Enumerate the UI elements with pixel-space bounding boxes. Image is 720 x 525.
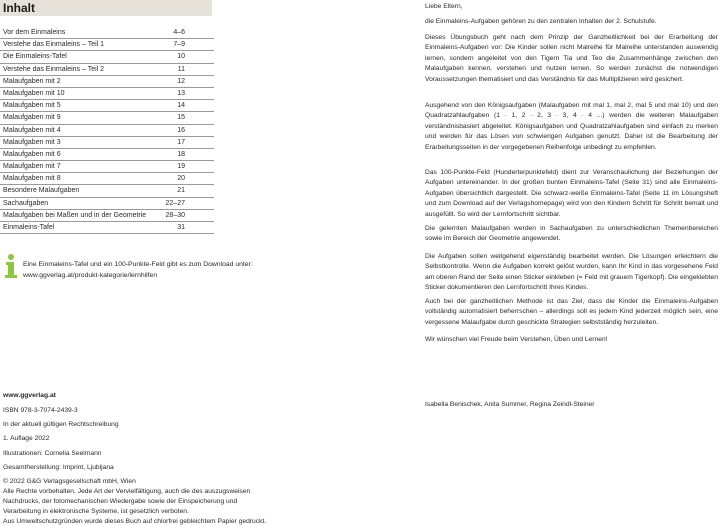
illustrations-credit: Illustrationen: Cornelia Seelmann [3,450,102,457]
letter-paragraph: Das 100-Punkte-Feld (Hunderterpunktefeld) dient zur Veranschaulichung der Beziehungen der Aufgaben untereinander. In der großen bunten Einmaleins-Tafel (Seite 31) sind alle Einmaleins-Aufgaben übersichtlich dargestellt. Die schwarz-weiße Einmaleins-Tafel (Seite 11 im Lösungsheft und zum Download auf der Verlagshomepage) wird von den Kindern Schritt für Schritt bemalt und ausgefüllt. So wird der Lernfortschritt sichtbar. [425,169,718,218]
edition: 1. Auflage 2022 [3,435,50,442]
toc-page: 22–27 [165,199,185,207]
toc-label: Vor dem Einmaleins [3,29,66,36]
toc-label: Malaufgaben mit 8 [3,175,61,183]
toc-row [0,39,214,51]
copyright-line: © 2022 G&G Verlagsgesellschaft mbH, Wien [3,478,136,485]
toc-row [0,149,214,161]
toc-row [0,27,214,39]
toc-label: Malaufgaben mit 4 [3,126,61,134]
toc-label: Verstehe das Einmaleins – Teil 1 [3,41,105,49]
toc-row [0,210,214,222]
toc-page: 15 [177,114,185,122]
toc-page: 18 [177,150,185,158]
toc-page: 21 [177,187,185,195]
toc-row [0,161,214,173]
toc-page: 16 [177,126,185,134]
toc-page: 31 [177,224,185,231]
toc-page: 12 [177,77,185,85]
toc-label: Malaufgaben mit 6 [3,150,61,158]
toc-label: Die Einmaleins-Tafel [3,53,67,61]
toc-page: 28–30 [165,211,185,219]
toc-row [0,64,214,76]
toc-page: 10 [177,53,185,61]
letter-paragraph: Die gelernten Malaufgaben werden in Sachaufgaben zu unterschiedlichen Themenbereichen sowie im Bereich der Geometrie angewendet. [425,225,718,243]
toc-label: Malaufgaben mit 7 [3,163,61,171]
isbn: ISBN 978-3-7074-2439-3 [3,407,78,414]
toc-label: Besondere Malaufgaben [3,187,80,195]
toc-label: Malaufgaben mit 10 [3,89,65,97]
copyright-line: Aus Umweltschutzgründen wurde dieses Buch auf chlorfrei gebleichtem Papier gedruckt. [3,518,267,525]
letter-paragraph: Wir wünschen viel Freude beim Verstehen, Üben und Lernen! [425,336,608,343]
toc-row [0,185,214,197]
letter-paragraph: Ausgehend von den Königsaufgaben (Malaufgaben mit mal 1, mal 2, mal 5 und mal 10) und den Quadratzahlaufgaben (1 · 1, 2 · 2, 3 · 3, 4 · 4 ...) werden die weiteren Malaufgaben verständnisbasiert abgeleitet. Königsaufgaben und Quadratzahlaufgaben sind einfach zu merken und werden für das Lösen von schwierigen Aufgaben genutzt. Daher ist die Bearbeitung der Erarbeitungsseiten in der vorgegebenen Reihenfolge unbedingt zu empfehlen. [425,102,718,151]
info-icon [4,254,18,278]
toc-row [0,88,214,100]
toc-page: 20 [177,175,185,183]
letter-paragraph: Die Aufgaben sollen weitgehend eigenständig bearbeitet werden. Die Lösungen erleichtern die Selbstkontrolle. Wenn die Aufgaben korrekt gelöst wurden, kann Ihr Kind in das vorgesehene Feld am oberen Rand der Seite einen Sticker einkleben (= Feld mit grauem Tigerkopf). Die eingeklebten Sticker dokumentieren den Lernfortschritt Ihres Kindes. [425,253,718,292]
toc-row [0,198,214,210]
toc-page: 17 [177,138,185,146]
toc-label: Einmaleins-Tafel [3,224,55,231]
toc-row [0,112,214,124]
toc-row [0,173,214,185]
toc-row [0,222,214,234]
download-link[interactable]: www.ggverlag.at/produkt-kategorie/lernhilfen [23,272,158,279]
website-link[interactable]: www.ggverlag.at [3,392,56,399]
toc-label: Malaufgaben mit 2 [3,77,61,85]
greeting: Liebe Eltern, [425,3,463,10]
copyright-line: Verarbeitung in elektronische Systeme, ist gesetzlich verboten. [3,508,189,515]
spelling-note: In der aktuell gültigen Rechtschreibung [3,421,119,428]
info-text-line: Eine Einmaleins-Tafel und ein 100-Punkte-Feld gibt es zum Download unter: [23,261,253,268]
letter-paragraph: Dieses Übungsbuch geht nach dem Prinzip der Ganzheitlichkeit bei der Erarbeitung der Einmaleins-Aufgaben vor: Die Kinder sollen nicht Malreihe für Malreihe unterstanden auswendig lernen, sondern angeleitet von den Tigern Tia und Teo die Zusammenhänge zwischen den Malaufgaben kennen, verstehen und nutzen lernen. So werden zunächst die notwendigen Voraussetzungen thematisiert und das Verständnis für das Multiplizieren wird gesichert. [425,34,718,83]
copyright-line: Alle Rechte vorbehalten. Jede Art der Vervielfältigung, auch die des auszugsweisen [3,488,251,495]
toc-page: 14 [177,102,185,110]
toc-label: Malaufgaben mit 5 [3,102,61,110]
toc-page: 7–9 [173,41,185,49]
table-of-contents [0,27,214,234]
toc-page: 11 [177,65,185,73]
copyright-line: Nachdrucks, der fotomechanischen Wiedergabe sowie der Einspeicherung und [3,498,238,505]
toc-label: Malaufgaben mit 3 [3,138,61,146]
toc-label: Verstehe das Einmaleins – Teil 2 [3,65,105,73]
toc-label: Malaufgaben mit 9 [3,114,61,122]
toc-page: 13 [177,89,185,97]
toc-row [0,100,214,112]
production-credit: Gesamtherstellung: Imprint, Ljubljana [3,464,114,471]
letter-paragraph: die Einmaleins-Aufgaben gehören zu den zentralen Inhalten der 2. Schulstufe. [425,18,657,25]
page-heading: Inhalt [0,0,212,16]
toc-page: 19 [177,163,185,171]
toc-label: Malaufgaben bei Maßen und in der Geometrie [3,211,147,219]
letter-paragraph: Auch bei der ganzheitlichen Methode ist das Ziel, dass die Kinder die Einmaleins-Aufgaben vollständig automatisiert beherrschen – allerdings soll es jedem Kind jederzeit möglich sein, eine vergessene Malaufgabe durch geschickte Strategien selbstständig herzuleiten. [425,298,718,326]
toc-row [0,51,214,63]
toc-row [0,125,214,137]
toc-row [0,76,214,88]
toc-page: 4–6 [173,29,185,36]
authors: Isabella Benischek, Anita Summer, Regina Zeindl-Steiner [425,401,595,408]
toc-label: Sachaufgaben [3,199,49,207]
toc-row [0,137,214,149]
